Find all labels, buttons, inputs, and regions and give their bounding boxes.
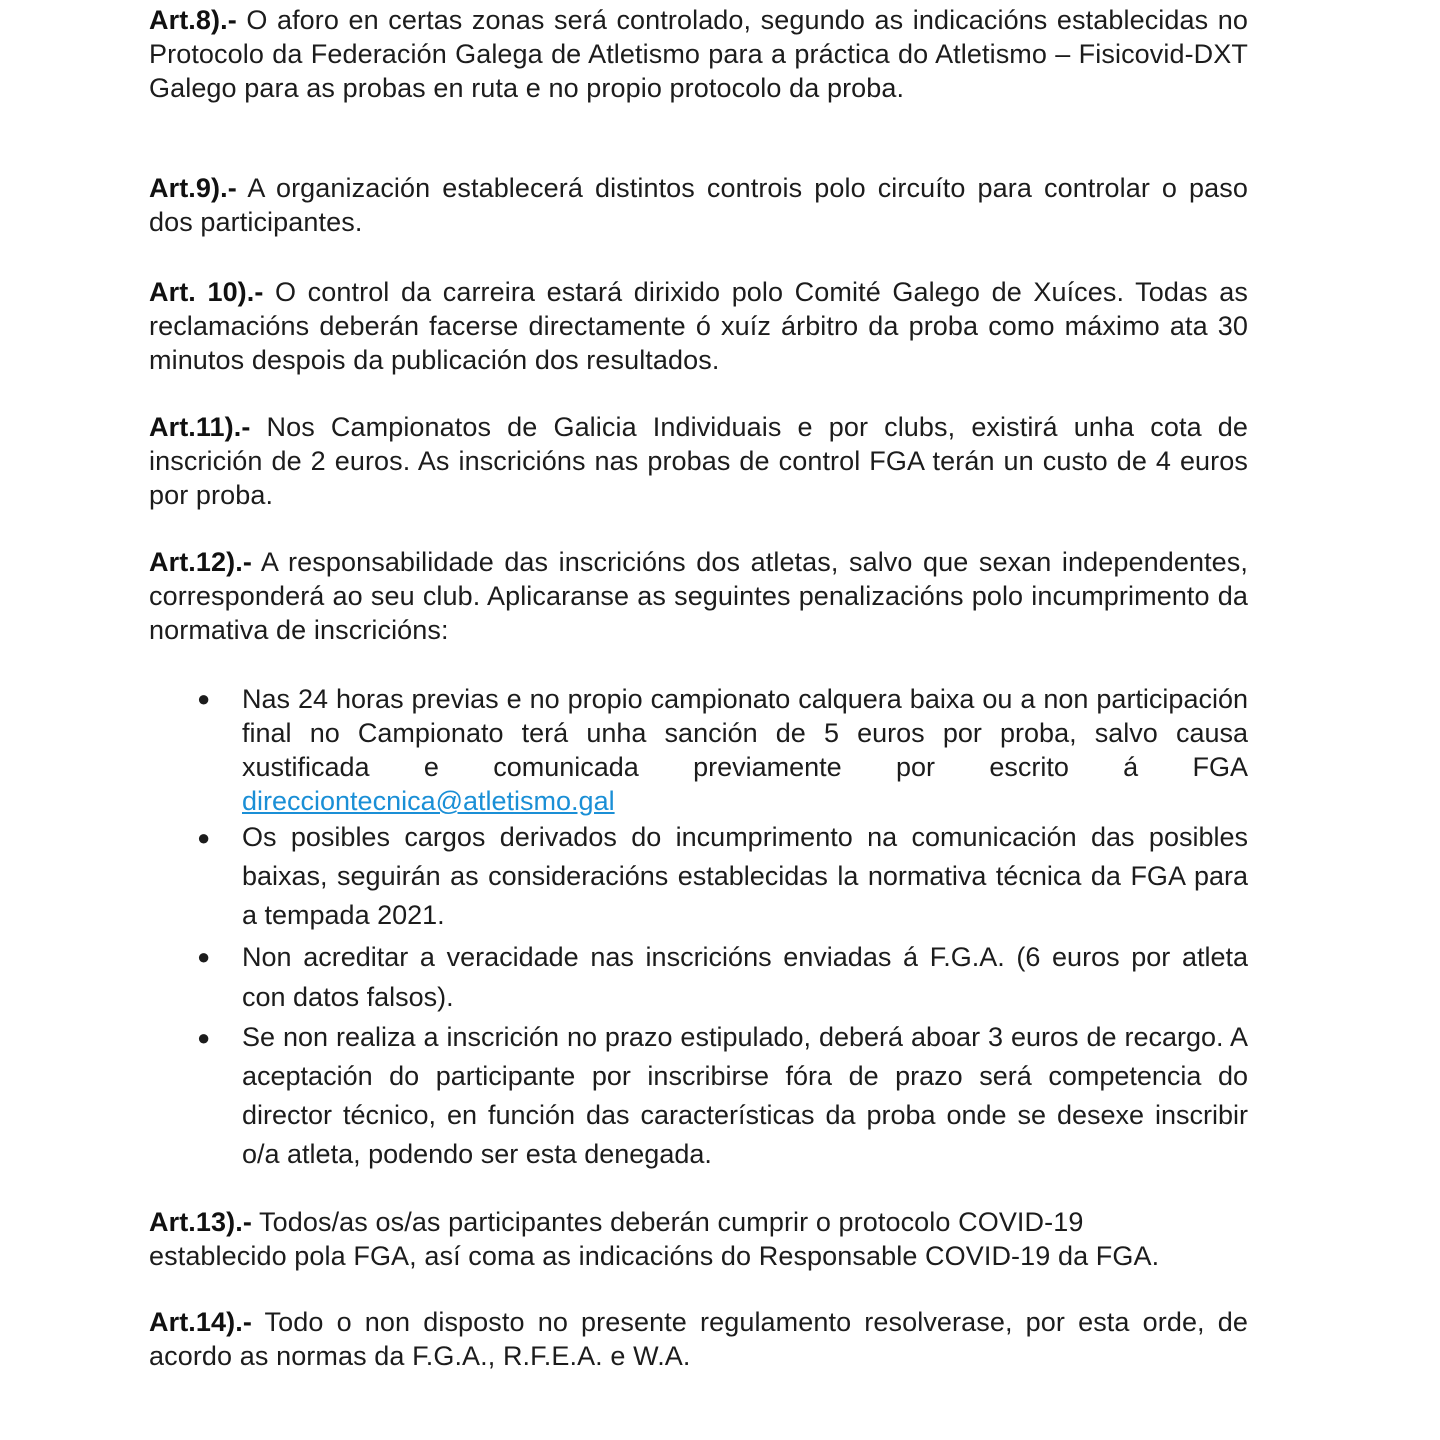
list-item-text: Os posibles cargos derivados do incumprimento na comunicación das posibles baixas, seguirán as consideracións establecidas la normativa técnica da FGA para a tempada 2021. (242, 822, 1248, 930)
article-10 (149, 275, 1248, 377)
article-9 (149, 171, 1248, 239)
article-14 (149, 1305, 1248, 1373)
penalty-list (149, 682, 1248, 1174)
bullet-icon: ● (197, 1025, 211, 1050)
article-text: Todos/as os/as participantes deberán cumprir o protocolo COVID-19 establecido pola FGA, así coma as indicacións do Responsable COVID-19 da FGA. (149, 1207, 1160, 1271)
article-11 (149, 410, 1248, 512)
list-item-text: Nas 24 horas previas e no propio campionato calquera baixa ou a non participación final no Campionato terá unha sanción de 5 euros por proba, salvo causa xustificada e comunicada previamente por escrito á FGA (242, 684, 1248, 782)
article-label: Art.12).- (149, 547, 252, 577)
email-link[interactable]: direcciontecnica@atletismo.gal (242, 786, 615, 816)
article-text: Nos Campionatos de Galicia Individuais e por clubs, existirá unha cota de inscrición de 2 euros. As inscricións nas probas de control FGA terán un custo de 4 euros por proba. (149, 412, 1248, 510)
article-text: O control da carreira estará dirixido polo Comité Galego de Xuíces. Todas as reclamacións deberán facerse directamente ó xuíz árbitro da proba como máximo ata 30 minutos despois da publicación dos resultados. (149, 277, 1248, 375)
bullet-icon: ● (197, 825, 211, 850)
article-label: Art. 10).- (149, 277, 264, 307)
bullet-icon: ● (197, 944, 211, 969)
article-label: Art.14).- (149, 1307, 252, 1337)
article-label: Art.8).- (149, 5, 237, 35)
article-label: Art.11).- (149, 412, 251, 442)
article-13 (149, 1205, 1209, 1273)
article-label: Art.13).- (149, 1207, 252, 1237)
article-text: A responsabilidade das inscricións dos atletas, salvo que sexan independentes, corresponderá ao seu club. Aplicaranse as seguintes penalizacións polo incumprimento da normativa de inscricións: (149, 547, 1248, 645)
article-label: Art.9).- (149, 173, 237, 203)
bullet-icon: ● (197, 686, 211, 711)
list-item (149, 937, 1248, 1017)
list-item (149, 818, 1248, 935)
article-text: A organización establecerá distintos controis polo circuíto para controlar o paso dos participantes. (149, 173, 1248, 237)
article-8 (149, 3, 1248, 105)
list-item-text: Se non realiza a inscrición no prazo estipulado, deberá aboar 3 euros de recargo. A aceptación do participante por inscribirse fóra de prazo será competencia do director técnico, en función das características da proba onde se desexe inscribir o/a atleta, podendo ser esta denegada. (242, 1022, 1248, 1169)
list-item (149, 1018, 1248, 1174)
list-item (149, 682, 1248, 818)
list-item-text: Non acreditar a veracidade nas inscricións enviadas á F.G.A. (6 euros por atleta con datos falsos). (242, 942, 1248, 1012)
article-text: Todo o non disposto no presente regulamento resolverase, por esta orde, de acordo as normas da F.G.A., R.F.E.A. e W.A. (149, 1307, 1248, 1371)
article-12 (149, 545, 1248, 647)
article-text: O aforo en certas zonas será controlado, segundo as indicacións establecidas no Protocolo da Federación Galega de Atletismo para a práctica do Atletismo – Fisicovid-DXT Galego para as probas en ruta e no propio protocolo da proba. (149, 5, 1248, 103)
